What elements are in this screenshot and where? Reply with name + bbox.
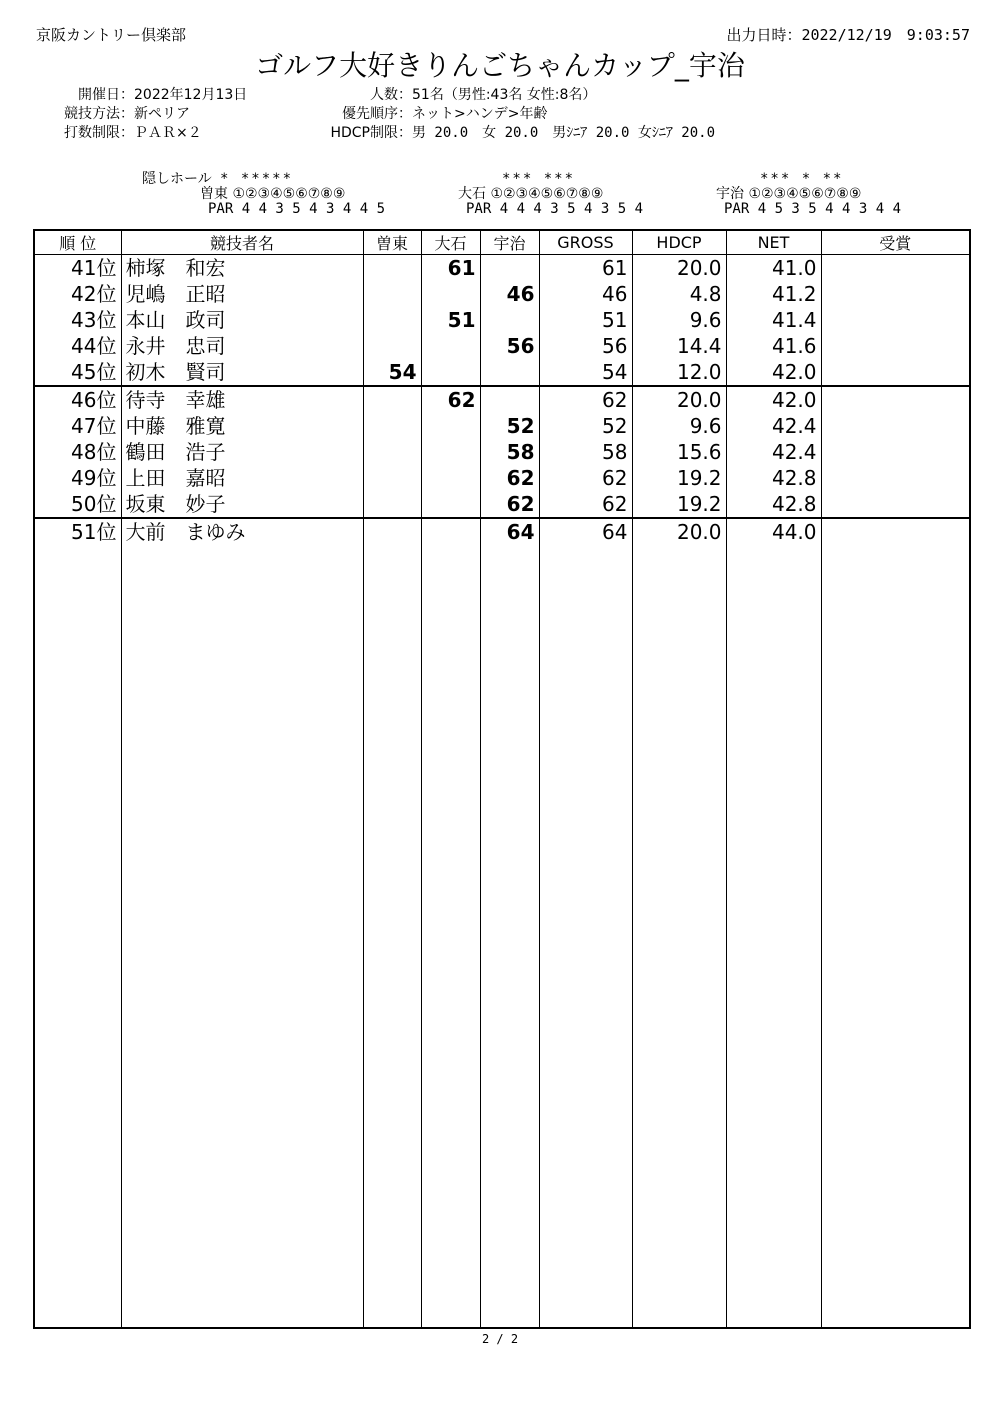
hdcp-cell: 20.0 [632, 386, 726, 413]
award-cell [821, 255, 970, 282]
uji-score-cell [480, 386, 539, 413]
uji-score-cell: 46 [480, 281, 539, 307]
hdcp-cell: 14.4 [632, 333, 726, 359]
hdcp-cell: 19.2 [632, 465, 726, 491]
gross-cell: 62 [539, 386, 632, 413]
oishi-score-cell [421, 491, 480, 518]
page-title: ゴルフ大好きりんごちゃんカップ_宇治 [255, 49, 745, 82]
date-value: 2022年12月13日 [134, 87, 248, 103]
hidden-hole-stars: * ***** [220, 171, 294, 187]
uji-score-cell: 62 [480, 491, 539, 518]
oishi-score-cell: 61 [421, 255, 480, 282]
count-value: 51名（男性:43名 女性:8名） [412, 87, 597, 103]
oishi-score-cell [421, 359, 480, 386]
player-name-cell: 初木 賢司 [121, 359, 363, 386]
soto-score-cell [363, 333, 421, 359]
hidden-hole-stars: *** * ** [760, 171, 844, 187]
par-row: PAR 4 4 3 5 4 3 4 4 5 [208, 201, 386, 217]
net-cell: 42.8 [726, 465, 821, 491]
table-row [34, 333, 970, 359]
uji-score-cell [480, 255, 539, 282]
soto-score-cell [363, 465, 421, 491]
player-name-cell: 上田 嘉昭 [121, 465, 363, 491]
col-award: 受賞 [821, 230, 970, 255]
table-row [34, 359, 970, 386]
oishi-score-cell [421, 413, 480, 439]
info-left [48, 86, 247, 143]
empty-cell [421, 545, 480, 1328]
net-cell: 41.4 [726, 307, 821, 333]
player-name-cell: 児嶋 正昭 [121, 281, 363, 307]
limit-value: ＰＡＲ×２ [134, 125, 202, 141]
oishi-score-cell [421, 518, 480, 545]
award-cell [821, 281, 970, 307]
empty-cell [34, 545, 121, 1328]
rank-cell: 50位 [34, 491, 121, 518]
col-uji: 宇治 [480, 230, 539, 255]
hdcp-cell: 12.0 [632, 359, 726, 386]
uji-score-cell: 56 [480, 333, 539, 359]
player-name-cell: 坂東 妙子 [121, 491, 363, 518]
player-name-cell: 柿塚 和宏 [121, 255, 363, 282]
table-empty-space [34, 545, 970, 1328]
rank-cell: 49位 [34, 465, 121, 491]
empty-cell [480, 545, 539, 1328]
soto-score-cell [363, 307, 421, 333]
player-name-cell: 本山 政司 [121, 307, 363, 333]
award-cell [821, 359, 970, 386]
method-value: 新ペリア [134, 106, 190, 122]
award-cell [821, 413, 970, 439]
course-oishi-holes [458, 172, 643, 217]
col-hdcp: HDCP [632, 230, 726, 255]
hdcp-value: 男 20.0 女 20.0 男ｼﾆｱ 20.0 女ｼﾆｱ 20.0 [412, 125, 716, 141]
gross-cell: 62 [539, 465, 632, 491]
table-row [34, 518, 970, 545]
soto-score-cell [363, 281, 421, 307]
uji-score-cell: 58 [480, 439, 539, 465]
net-cell: 44.0 [726, 518, 821, 545]
player-name-cell: 中藤 雅寛 [121, 413, 363, 439]
col-net: NET [726, 230, 821, 255]
empty-cell [632, 545, 726, 1328]
empty-cell [821, 545, 970, 1328]
course-name: 宇治 [716, 186, 744, 202]
col-player: 競技者名 [121, 230, 363, 255]
empty-cell [539, 545, 632, 1328]
oishi-score-cell [421, 281, 480, 307]
net-cell: 42.0 [726, 386, 821, 413]
hdcp-cell: 4.8 [632, 281, 726, 307]
par-row: PAR 4 4 4 3 5 4 3 5 4 [466, 201, 644, 217]
player-name-cell: 大前 まゆみ [121, 518, 363, 545]
col-oishi: 大石 [421, 230, 480, 255]
course-soto-holes [200, 172, 385, 217]
rank-cell: 43位 [34, 307, 121, 333]
gross-cell: 62 [539, 491, 632, 518]
hdcp-cell: 20.0 [632, 255, 726, 282]
net-cell: 42.8 [726, 491, 821, 518]
uji-score-cell: 64 [480, 518, 539, 545]
hole-numbers: ①②③④⑤⑥⑦⑧⑨ [232, 186, 346, 202]
priority-value: ネット>ハンデ>年齢 [412, 106, 548, 122]
rank-cell: 51位 [34, 518, 121, 545]
award-cell [821, 333, 970, 359]
soto-score-cell [363, 439, 421, 465]
rank-cell: 44位 [34, 333, 121, 359]
gross-cell: 52 [539, 413, 632, 439]
hdcp-cell: 20.0 [632, 518, 726, 545]
uji-score-cell [480, 359, 539, 386]
uji-score-cell: 62 [480, 465, 539, 491]
gross-cell: 58 [539, 439, 632, 465]
rank-cell: 48位 [34, 439, 121, 465]
net-cell: 41.2 [726, 281, 821, 307]
award-cell [821, 307, 970, 333]
col-soto: 曽東 [363, 230, 421, 255]
soto-score-cell [363, 413, 421, 439]
gross-cell: 61 [539, 255, 632, 282]
rank-cell: 45位 [34, 359, 121, 386]
oishi-score-cell [421, 465, 480, 491]
award-cell [821, 386, 970, 413]
table-row [34, 255, 970, 282]
table-row [34, 386, 970, 413]
info-right [312, 86, 715, 143]
net-cell: 42.4 [726, 439, 821, 465]
table-row [34, 307, 970, 333]
oishi-score-cell: 51 [421, 307, 480, 333]
gross-cell: 51 [539, 307, 632, 333]
count-label: 人数： [370, 87, 412, 103]
uji-score-cell [480, 307, 539, 333]
method-label: 競技方法： [64, 106, 134, 122]
oishi-score-cell [421, 439, 480, 465]
empty-cell [363, 545, 421, 1328]
net-cell: 42.0 [726, 359, 821, 386]
player-name-cell: 永井 忠司 [121, 333, 363, 359]
award-cell [821, 518, 970, 545]
table-row [34, 491, 970, 518]
award-cell [821, 491, 970, 518]
gross-cell: 54 [539, 359, 632, 386]
hdcp-cell: 9.6 [632, 413, 726, 439]
gross-cell: 56 [539, 333, 632, 359]
rank-cell: 41位 [34, 255, 121, 282]
hdcp-cell: 9.6 [632, 307, 726, 333]
hole-numbers: ①②③④⑤⑥⑦⑧⑨ [748, 186, 862, 202]
hidden-hole-stars: *** *** [502, 171, 576, 187]
net-cell: 41.0 [726, 255, 821, 282]
table-row [34, 465, 970, 491]
award-cell [821, 465, 970, 491]
priority-label: 優先順序： [342, 106, 412, 122]
course-name: 曽東 [200, 186, 228, 202]
club-name: 京阪カントリー倶楽部 [36, 26, 187, 44]
empty-cell [726, 545, 821, 1328]
col-rank: 順 位 [34, 230, 121, 255]
table-header-row [34, 230, 970, 255]
gross-cell: 46 [539, 281, 632, 307]
gross-cell: 64 [539, 518, 632, 545]
table-row [34, 439, 970, 465]
printed-timestamp: 出力日時：2022/12/19 9:03:57 [726, 26, 970, 44]
player-name-cell: 鶴田 浩子 [121, 439, 363, 465]
award-cell [821, 439, 970, 465]
soto-score-cell: 54 [363, 359, 421, 386]
course-name: 大石 [458, 186, 486, 202]
oishi-score-cell: 62 [421, 386, 480, 413]
par-row: PAR 4 5 3 5 4 4 3 4 4 [724, 201, 902, 217]
date-label: 開催日： [78, 87, 134, 103]
soto-score-cell [363, 491, 421, 518]
hdcp-label: HDCP制限： [330, 125, 412, 141]
table-row [34, 413, 970, 439]
soto-score-cell [363, 518, 421, 545]
col-gross: GROSS [539, 230, 632, 255]
rank-cell: 42位 [34, 281, 121, 307]
page-number: 2 / 2 [481, 1332, 519, 1346]
soto-score-cell [363, 386, 421, 413]
net-cell: 42.4 [726, 413, 821, 439]
rank-cell: 47位 [34, 413, 121, 439]
course-uji-holes [716, 172, 901, 217]
player-name-cell: 待寺 幸雄 [121, 386, 363, 413]
soto-score-cell [363, 255, 421, 282]
hidden-holes-label: 隠しホール [142, 171, 212, 187]
rank-cell: 46位 [34, 386, 121, 413]
net-cell: 41.6 [726, 333, 821, 359]
empty-cell [121, 545, 363, 1328]
oishi-score-cell [421, 333, 480, 359]
hdcp-cell: 15.6 [632, 439, 726, 465]
results-table [33, 229, 971, 1329]
hdcp-cell: 19.2 [632, 491, 726, 518]
hole-numbers: ①②③④⑤⑥⑦⑧⑨ [490, 186, 604, 202]
limit-label: 打数制限： [64, 125, 134, 141]
table-row [34, 281, 970, 307]
uji-score-cell: 52 [480, 413, 539, 439]
